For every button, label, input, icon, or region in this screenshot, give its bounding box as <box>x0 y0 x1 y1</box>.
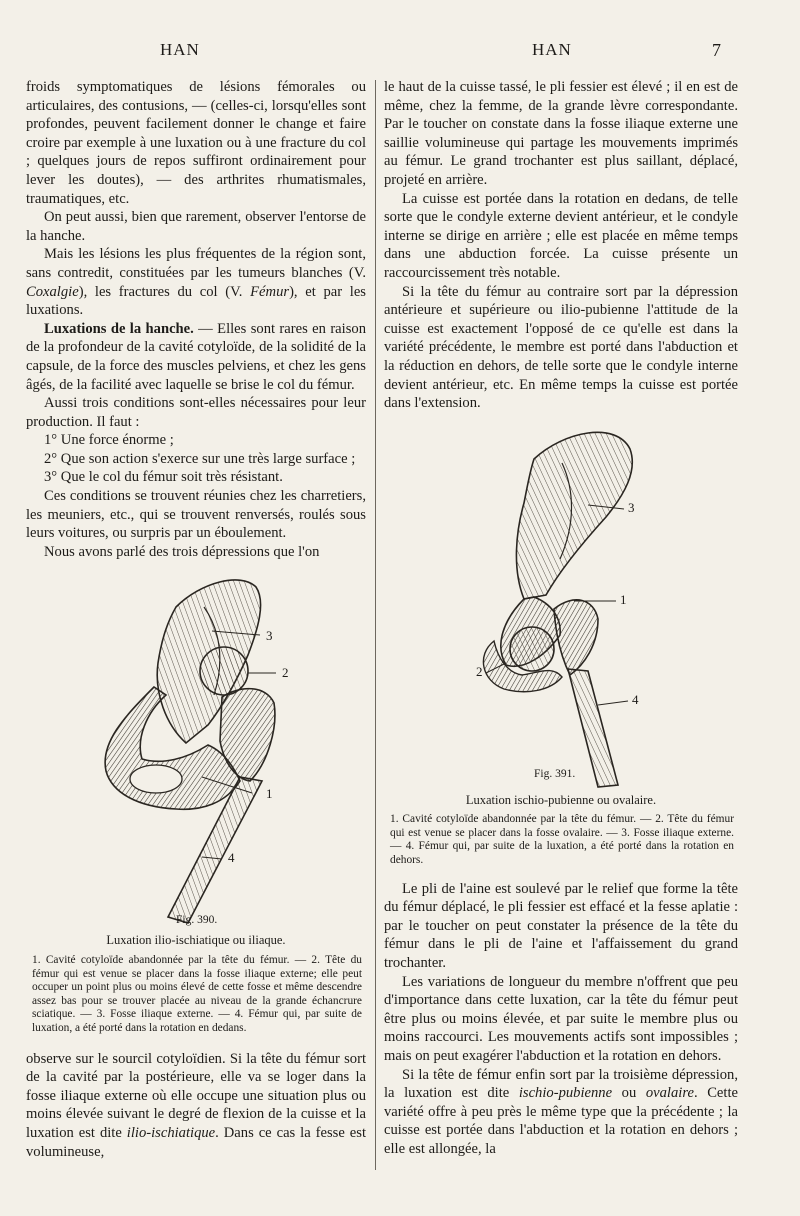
callout-3: 3 <box>628 499 635 515</box>
callout-4: 4 <box>632 691 639 707</box>
list-item: 3° Que le col du fémur soit très résistant. <box>44 469 283 486</box>
callout-2: 2 <box>282 665 289 681</box>
running-head-left: HAN <box>160 40 200 59</box>
list-item: 2° Que son action s'exerce sur une très large surface ; <box>44 450 356 467</box>
figure-title: Luxation ilio-ischiatique ou iliaque. <box>106 933 286 948</box>
paragraph: Si la tête du fémur au contraire sort par la dépression antérieure et supérieure ou ilio-pubienne l'attitude de la cuisse est exactement l'opposé de ce qu'elle est dans la variété précédente, le membre est porté dans l'abduction et la réduction en dehors, de telle sorte que le condyle interne devient antérieur, etc. En même temps la cuisse est portée dans l'extension. <box>384 283 738 412</box>
list-item: 1° Une force énorme ; <box>44 432 174 449</box>
figure-title: Luxation ischio-pubienne ou ovalaire. <box>465 792 657 807</box>
callout-4: 4 <box>228 850 235 866</box>
paragraph <box>26 1050 366 1162</box>
paragraph: Nous avons parlé des trois dépressions que l'on <box>44 543 320 560</box>
cross-reference: Fémur <box>250 283 290 300</box>
hip-bone-illustration-390 <box>26 567 366 929</box>
hip-bone-illustration-391 <box>384 419 738 789</box>
text-run: ou <box>612 1085 646 1102</box>
paragraph: On peut aussi, bien que rarement, observer l'entorse de la hanche. <box>26 209 366 244</box>
callout-3: 3 <box>266 628 273 644</box>
figure-caption: 1. Cavité cotyloïde abandonnée par la tête du fémur. — 2. Tête du fémur qui est venue se placer dans la fosse iliaque externe; elle peut occuper un point plus ou moins élevé de cette fosse et même descendre assez bas pour se trouver placée au niveau de la grande échancrure sciatique. — 3. Fosse iliaque externe. — 4. Fémur qui, par suite de luxation, a été porté dans la rotation en dedans. <box>32 954 362 1034</box>
figure-number: Fig. 391. <box>534 767 576 780</box>
callout-2: 2 <box>476 663 483 679</box>
page-number: 7 <box>712 40 722 60</box>
paragraph: Les variations de longueur du membre n'offrent que peu d'importance dans cette luxation, car la tête du fémur peut être plus ou moins élevée, et par suite le membre plus ou moins raccourci. Les mouvements actifs sont impossibles ; mais on peut exagérer l'abduction et la rotation en dehors. <box>384 973 738 1064</box>
figure-391 <box>384 419 738 789</box>
column-divider <box>375 80 376 1170</box>
paragraph <box>384 1066 738 1159</box>
figure-caption: 1. Cavité cotyloïde abandonnée par la tête du fémur. — 2. Tête du fémur qui est venue se placer dans la fosse ovalaire. — 3. Fosse iliaque externe. — 4. Fémur qui, par suite de la luxation, a été porté dans la rotation en dehors. <box>390 813 734 867</box>
paragraph: Ces conditions se trouvent réunies chez les charretiers, les meuniers, etc., qui se trouvent renversés, roulés sous leurs voitures, ou surpris par un éboulement. <box>26 488 366 542</box>
paragraph: La cuisse est portée dans la rotation en dedans, de telle sorte que le condyle externe devient antérieur, et le condyle interne se dirige en arrière ; elle est placée en même temps dans une abduction forcée. La cuisse présente un raccourcissement très notable. <box>384 190 738 281</box>
paragraph: le haut de la cuisse tassé, le pli fessier est élevé ; il en est de même, chez la femme, de la grande lèvre correspondante. Par le toucher on constate dans la fosse iliaque externe une saillie volumineuse qui partage les mouvements imprimés au fémur. Le grand trochanter est plus saillant, déplacé, projeté en arrière. <box>384 79 738 188</box>
text-run: Mais les lésions les plus fréquentes de la région sont, sans contredit, constituées par les tumeurs blanches (V. <box>26 246 366 281</box>
paragraph <box>26 245 366 319</box>
paragraph <box>26 320 366 394</box>
section-heading: Luxations de la hanche. <box>44 320 194 337</box>
text-run: . Cette variété offre à peu près le même type que la précédente ; la cuisse est portée dans l'abduction et la rotation en dehors ; elle est allongée, la <box>384 1085 738 1157</box>
figure-number: Fig. 390. <box>176 914 218 927</box>
text-run: ), les fractures du col (V. <box>78 283 251 300</box>
cross-reference: Coxalgie <box>26 283 79 300</box>
term-italic: ovalaire <box>645 1085 694 1102</box>
running-head-center: HAN <box>532 40 572 59</box>
figure-390 <box>26 567 366 929</box>
term-italic: ischio-pubienne <box>518 1085 613 1102</box>
text-run: Si la tête de fémur enfin sort par la troisième dépression, la luxation est dite <box>384 1066 738 1102</box>
callout-1: 1 <box>620 591 627 607</box>
text-run: — Elles sont rares en raison de la profondeur de la cavité cotyloïde, de la solidité de la capsule, de la force des muscles pelviens, et chez les gens âgés, de la facilité avec laquelle se brise le col du fémur. <box>26 320 366 393</box>
text-run: observe sur le sourcil cotyloïdien. Si la tête du fémur sort de la cavité par la postérieure, elle va se loger dans la fosse iliaque externe où elle occupe une situation plus ou moins élevée suivant le degré de flexion de la cuisse et la luxation est dite <box>26 1050 366 1141</box>
right-column <box>384 78 738 1159</box>
paragraph: froids symptomatiques de lésions fémorales ou articulaires, des contusions, — (celles-ci, lorsqu'elles sont profondes, peuvent facilement donner le change et faire croire par exemple à une luxation ou à une fracture du col ; quelques jours de repos suffiront ordinairement pour lever les doutes), — des arthrites rhumatismales, traumatiques, etc. <box>26 79 366 207</box>
term-italic: ilio-ischiatique <box>126 1124 216 1141</box>
callout-1: 1 <box>266 786 273 802</box>
text-run: . Dans ce cas la fesse est volumineuse, <box>26 1124 366 1160</box>
text-run: ), et par les luxations. <box>26 283 366 319</box>
paragraph: Aussi trois conditions sont-elles nécessaires pour leur production. Il faut : <box>26 395 366 430</box>
paragraph: Le pli de l'aine est soulevé par le relief que forme la tête du fémur déplacé, le pli fessier est effacé et la fesse aplatie : par le toucher on peut constater la présence de la tête du fémur dans le pli de l'aine et l'affaissement du grand trochanter. <box>384 880 738 972</box>
left-column <box>26 78 366 1161</box>
